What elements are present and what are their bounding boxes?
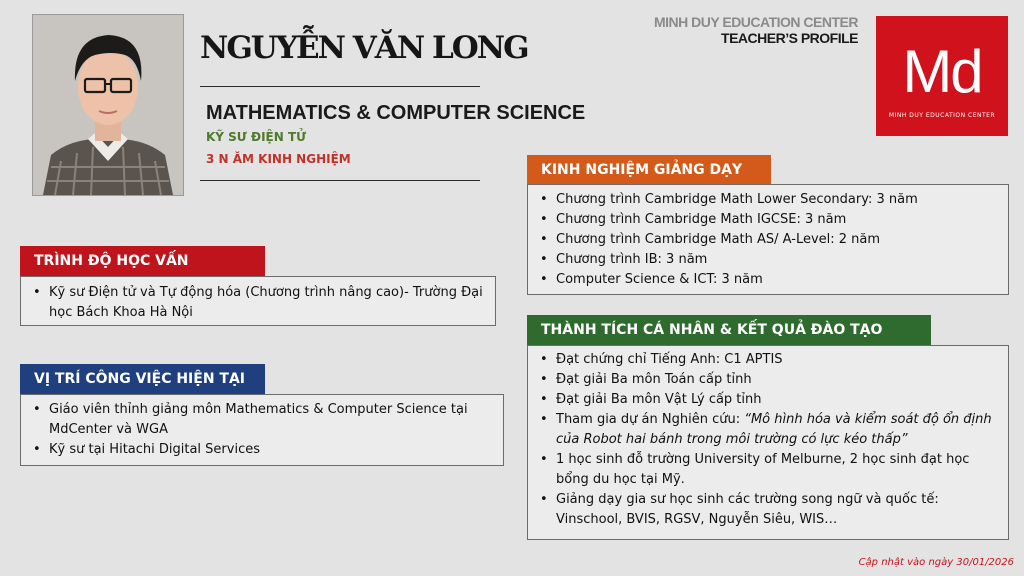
center-name: MINH DUY EDUCATION CENTER <box>654 14 858 30</box>
research-title: “Mô hình hóa và kiểm soát độ ổn định của Robot hai bánh trong môi trường có lực kéo thấp” <box>556 412 992 447</box>
teacher-photo <box>32 14 184 196</box>
position-section-title: VỊ TRÍ CÔNG VIỆC HIỆN TẠI <box>20 364 265 394</box>
education-section-title: TRÌNH ĐỘ HỌC VẤN <box>20 246 265 276</box>
experience-section-title: KINH NGHIỆM GIẢNG DẠY <box>527 155 771 185</box>
achievement-item: • Đạt giải Ba môn Vật Lý cấp tỉnh <box>532 390 1000 410</box>
teacher-subject: MATHEMATICS & COMPUTER SCIENCE <box>206 102 586 124</box>
experience-item: • Chương trình Cambridge Math IGCSE: 3 năm <box>532 210 1000 230</box>
experience-item: • Chương trình Cambridge Math Lower Secondary: 3 năm <box>532 190 1000 210</box>
teacher-portrait-image <box>33 15 183 195</box>
teacher-degree: KỸ SƯ ĐIỆN TỬ <box>206 130 307 144</box>
position-box <box>20 394 504 466</box>
achievements-box <box>527 345 1009 540</box>
achievements-section-title: THÀNH TÍCH CÁ NHÂN & KẾT QUẢ ĐÀO TẠO <box>527 315 931 345</box>
achievement-item: • Giảng dạy gia sư học sinh các trường song ngữ và quốc tế: Vinschool, BVIS, RGSV, Nguyễn Siêu, WIS… <box>532 490 1000 530</box>
logo-subtitle: MINH DUY EDUCATION CENTER <box>888 112 996 119</box>
teacher-experience-years: 3 N ĂM KINH NGHIỆM <box>206 152 351 166</box>
achievement-item: • Đạt giải Ba môn Toán cấp tỉnh <box>532 370 1000 390</box>
center-logo <box>876 16 1008 136</box>
position-item: • Kỹ sư tại Hitachi Digital Services <box>25 440 495 460</box>
experience-box <box>527 184 1009 295</box>
education-box <box>20 276 496 326</box>
profile-divider <box>200 180 480 181</box>
profile-label: TEACHER’S PROFILE <box>721 30 858 46</box>
updated-date: Cập nhật vào ngày 30/01/2026 <box>858 557 1014 568</box>
position-item: • Giáo viên thỉnh giảng môn Mathematics & Computer Science tại MdCenter và WGA <box>25 400 495 440</box>
research-prefix: Tham gia dự án Nghiên cứu: <box>556 412 745 427</box>
name-divider <box>200 86 480 87</box>
experience-item: • Computer Science & ICT: 3 năm <box>532 270 1000 290</box>
logo-mark: Md <box>902 38 982 105</box>
achievement-item-research <box>532 410 1000 450</box>
experience-item: • Chương trình Cambridge Math AS/ A-Level: 2 năm <box>532 230 1000 250</box>
teacher-name: NGUYỄN VĂN LONG <box>200 30 528 66</box>
education-item: • Kỹ sư Điện tử và Tự động hóa (Chương trình nâng cao)- Trường Đại học Bách Khoa Hà Nội <box>25 283 487 323</box>
achievement-item: • Đạt chứng chỉ Tiếng Anh: C1 APTIS <box>532 350 1000 370</box>
experience-item: • Chương trình IB: 3 năm <box>532 250 1000 270</box>
achievement-item: • 1 học sinh đỗ trường University of Melburne, 2 học sinh đạt học bổng du học tại Mỹ. <box>532 450 1000 490</box>
